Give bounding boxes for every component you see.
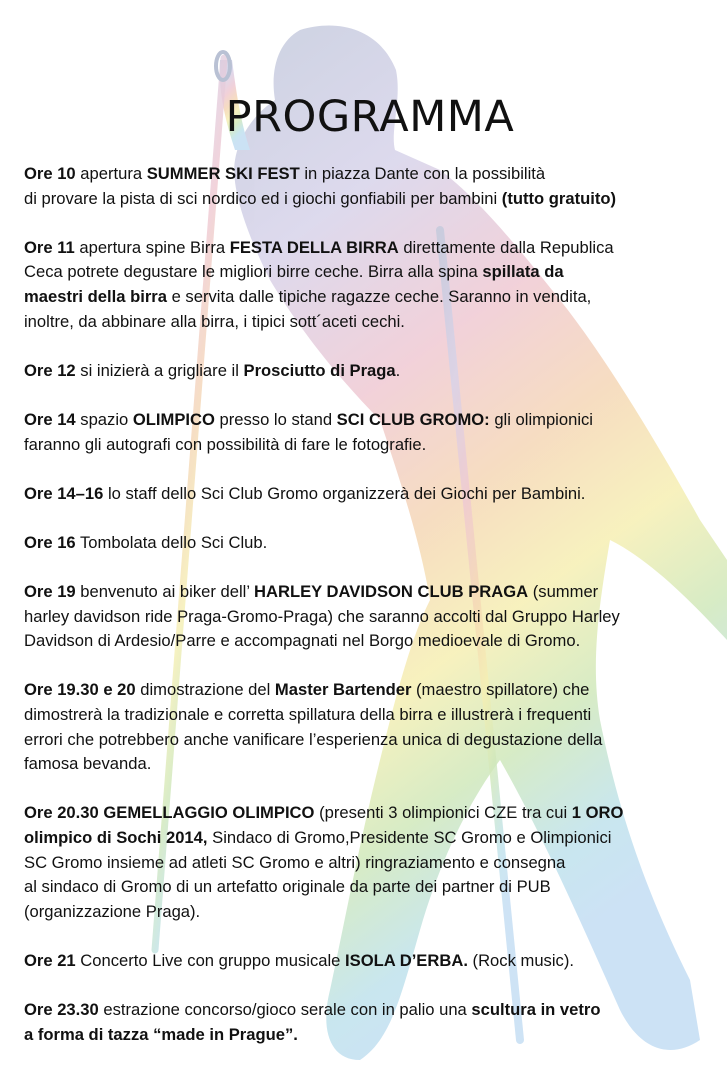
entry-bold-text: FESTA DELLA BIRRA [229,237,399,257]
entry-text: harley davidson ride Praga-Gromo-Praga) che saranno accolti dal Gruppo Harley [24,606,620,626]
entry-bold-text: Prosciutto di Praga [243,360,396,380]
entry-text: estrazione concorso/gioco serale con in palio una [98,1000,472,1020]
program-entry [24,162,724,211]
program-entry [24,359,724,384]
entry-bold-text: Ore 12 [24,360,76,380]
entry-text: lo staff dello Sci Club Gromo organizzerà dei Giochi per Bambini. [103,483,586,503]
entry-text: Tombolata dello Sci Club. [75,532,268,552]
entry-text: direttamente dalla Republica [398,237,614,257]
entry-text: . [395,360,401,380]
entry-text: (presenti 3 olimpionici CZE tra cui [314,803,572,823]
entry-bold-text: Ore 23.30 [24,1000,99,1020]
entry-bold-text: Ore 19.30 e 20 [24,680,136,700]
entry-text: famosa bevanda. [24,754,152,774]
entry-text: dimostrazione del [135,680,275,700]
entry-text: si inizierà a grigliare il [75,360,244,380]
entry-text: di provare la pista di sci nordico ed i giochi gonfiabili per bambini [24,188,502,208]
program-entry [24,949,724,974]
entry-text: SC Gromo insieme ad atleti SC Gromo e altri) ringraziamento e consegna [24,852,566,872]
entry-text: in piazza Dante con la possibilità [299,164,546,183]
entry-text: spazio [75,409,133,429]
entry-bold-text: Master Bartender [274,680,412,700]
entry-text: faranno gli autografi con possibilità di fare le fotografie. [24,434,427,454]
entry-bold-text: OLIMPICO [132,409,215,429]
entry-bold-text: Ore 16 [24,532,76,552]
entry-bold-text: Ore 20.30 GEMELLAGGIO OLIMPICO [24,803,315,823]
program-entry [24,580,724,654]
entry-bold-text: Ore 21 [24,951,76,970]
entry-bold-text: Ore 14 [24,409,76,429]
entry-text: (organizzazione Praga). [24,901,201,921]
program-entry [24,236,724,334]
entry-text: Davidson di Ardesio/Parre e accompagnati nel Borgo medioevale di Gromo. [24,631,581,651]
entry-text: (maestro spillatore) che [411,680,590,700]
entry-text: (Rock music). [467,951,574,970]
entry-text: dimostrerà la tradizionale e corretta spillatura della birra e illustrerà i frequenti [24,705,592,725]
entry-bold-text: Ore 19 [24,582,76,602]
entry-text: apertura spine Birra [74,237,230,257]
page-title: PROGRAMMA [225,92,515,142]
program-entry [24,408,724,457]
entry-text: presso lo stand [214,409,337,429]
program-entry [24,678,724,776]
entry-bold-text: a forma di tazza “made in Prague”. [24,1024,298,1044]
entry-bold-text: Ore 11 [24,237,75,257]
entry-text: gli olimpionici [489,409,593,429]
entry-bold-text: SUMMER SKI FEST [146,164,300,183]
entry-bold-text: (tutto gratuito) [501,188,617,208]
entry-text: Sindaco di Gromo,Presidente SC Gromo e Olimpionici [207,828,612,848]
entry-text: Ceca potrete degustare le migliori birre ceche. Birra alla spina [24,262,483,282]
entry-bold-text: SCI CLUB GROMO: [336,409,490,429]
entry-bold-text: olimpico di Sochi 2014, [24,828,208,848]
program-entry [24,531,724,556]
entry-bold-text: spillata da [482,262,564,282]
program-entry [24,482,724,507]
entry-text: al sindaco di Gromo di un artefatto originale da parte dei partner di PUB [24,877,551,897]
entry-text: (summer [528,582,599,602]
entry-text: errori che potrebbero anche vanificare l’esperienza unica di degustazione della [24,729,603,749]
entry-text: benvenuto ai biker dell’ [75,582,255,602]
program-list [24,162,724,1072]
entry-bold-text: 1 ORO [571,803,624,823]
entry-text: Concerto Live con gruppo musicale [75,951,346,970]
entry-bold-text: maestri della birra [24,286,167,306]
entry-text: inoltre, da abbinare alla birra, i tipici sott´aceti cechi. [24,311,405,331]
entry-bold-text: Ore 10 [24,164,76,183]
program-entry [24,801,724,924]
entry-bold-text: ISOLA D’ERBA. [345,951,468,970]
entry-bold-text: HARLEY DAVIDSON CLUB PRAGA [254,582,529,602]
program-entry [24,998,724,1047]
entry-text: apertura [75,164,147,183]
entry-bold-text: scultura in vetro [471,1000,601,1020]
entry-bold-text: Ore 14–16 [24,483,104,503]
entry-text: e servita dalle tipiche ragazze ceche. Saranno in vendita, [166,286,592,306]
